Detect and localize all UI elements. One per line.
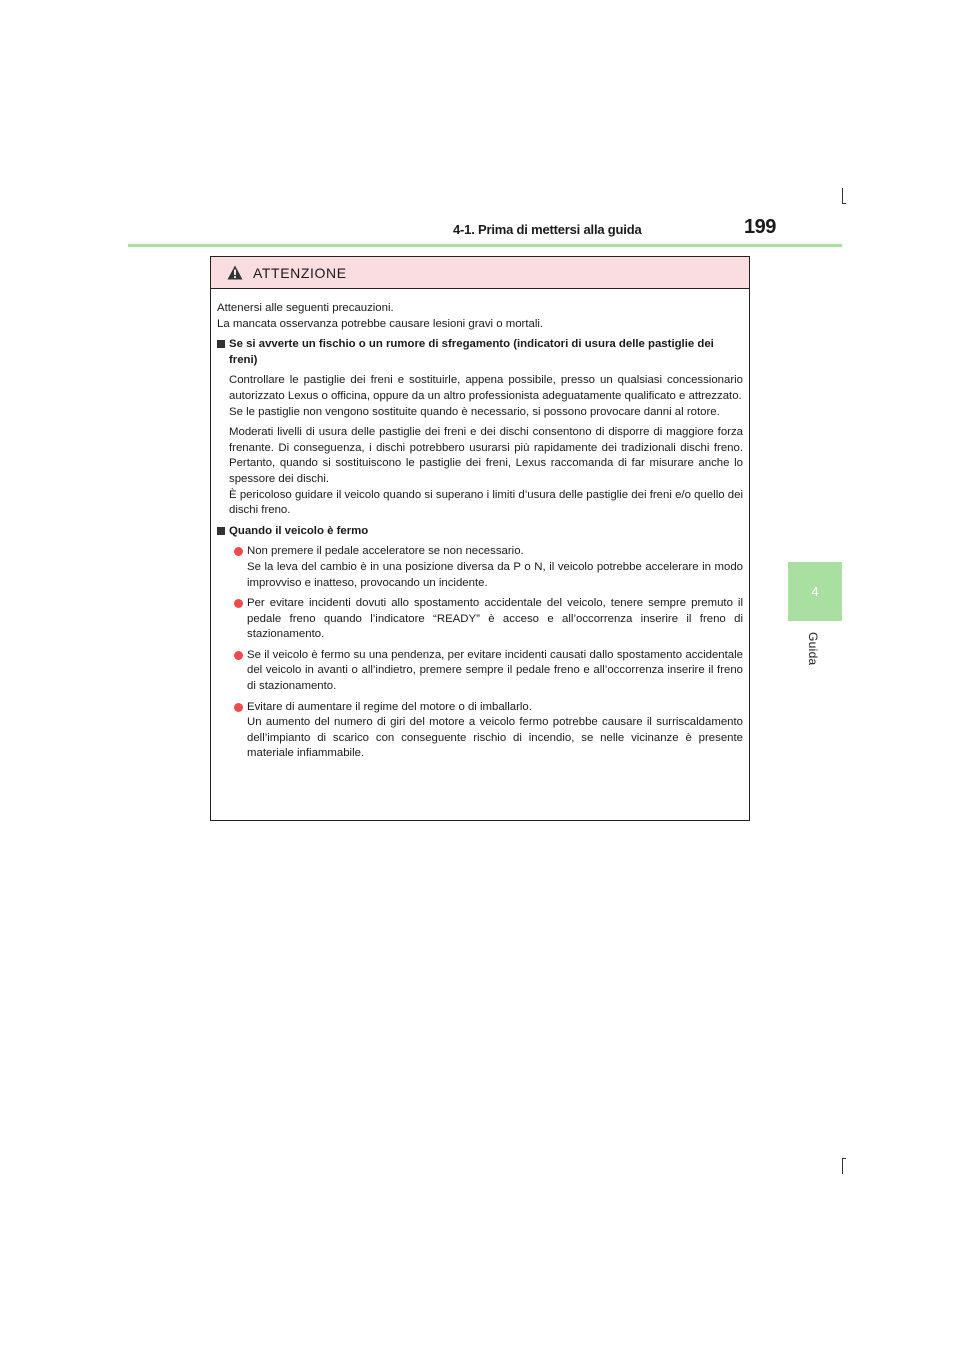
chapter-label: Guida: [806, 632, 820, 666]
warning-box: [210, 256, 750, 821]
paragraph-text: Moderati livelli di usura delle pastiglie dei freni e dei dischi consentono di disporre di maggiore forza frenante. Di conseguenza, i dischi potrebbero usurarsi più rapidamente dei tradizionali dischi freno. Pertanto, quando si sostituiscono le pastiglie dei freni, Lexus raccomanda di far misurare anche lo spessore dei dischi.: [229, 426, 743, 485]
crop-mark-bottom-foot: [842, 1158, 846, 1159]
paragraph: [217, 373, 743, 420]
intro-line: Attenersi alle seguenti precauzioni.: [217, 302, 394, 314]
bullet-text: Per evitare incidenti dovuti allo spostamento accidentale del veicolo, tenere sempre premuto il pedale freno quando l’indicatore “READY” è acceso e all’occorrenza inserire il freno di stazionamento.: [247, 597, 743, 641]
bullet-dot-icon: [234, 703, 243, 712]
crop-mark-bottom: [842, 1158, 843, 1174]
intro-line: La mancata osservanza potrebbe causare lesioni gravi o mortali.: [217, 317, 544, 330]
paragraph-text: È pericoloso guidare il veicolo quando si superano i limiti d’usura delle pastiglie dei freni e/o quello dei dischi freno.: [229, 488, 743, 517]
bullet-text: Un aumento del numero di giri del motore a veicolo fermo potrebbe causare il surriscaldamento dell’impianto di scarico con conseguente rischio di incendio, se nelle vicinanze è presente materiale infiammabile.: [247, 716, 743, 760]
bullet-dot-icon: [234, 599, 243, 608]
paragraph-text: Se le pastiglie non vengono sostituite quando è necessario, si possono provocare danni al rotore.: [229, 405, 720, 418]
section-heading-brake-wear: Se si avverte un fischio o un rumore di sfregamento (indicatori di usura delle pastiglie dei freni): [217, 337, 743, 368]
warning-title: ATTENZIONE: [253, 264, 347, 281]
section-heading-vehicle-stopped: Quando il veicolo è fermo: [217, 524, 743, 540]
crop-mark-top: [842, 188, 843, 204]
list-item: [217, 544, 743, 591]
list-item: [217, 596, 743, 643]
paragraph: [217, 425, 743, 519]
list-item: [217, 700, 743, 762]
header-rule: [128, 244, 842, 247]
paragraph-text: Controllare le pastiglie dei freni e sostituirle, appena possibile, presso un qualsiasi concessionario autorizzato Lexus o officina, oppure da un altro professionista adeguatamente qualificato e attrezzato.: [229, 374, 743, 402]
bullet-text: Non premere il pedale acceleratore se non necessario.: [247, 545, 524, 558]
list-item: [217, 648, 743, 695]
bullet-text: Evitare di aumentare il regime del motore o di imballarlo.: [247, 700, 532, 713]
bullet-dot-icon: [234, 651, 243, 660]
chapter-tab: [788, 562, 842, 621]
crop-mark-top-foot: [842, 203, 846, 204]
warning-header: [211, 257, 749, 289]
bullet-text: Se il veicolo è fermo su una pendenza, per evitare incidenti causati dallo spostamento accidentale del veicolo in avanti o all’indietro, premere sempre il pedale freno e all’occorrenza inserire il freno di stazionamento.: [247, 648, 743, 693]
warning-intro: [217, 301, 743, 332]
chapter-number: 4: [811, 584, 819, 599]
bullet-dot-icon: [234, 547, 243, 556]
page-number: 199: [744, 216, 776, 238]
bullet-text: Se la leva del cambio è in una posizione diversa da P o N, il veicolo potrebbe accelerare in modo improvviso e inatteso, provocando un incidente.: [247, 560, 743, 589]
warning-body: [211, 289, 749, 762]
warning-triangle-icon: [227, 265, 243, 280]
section-title: 4-1. Prima di mettersi alla guida: [453, 222, 642, 237]
